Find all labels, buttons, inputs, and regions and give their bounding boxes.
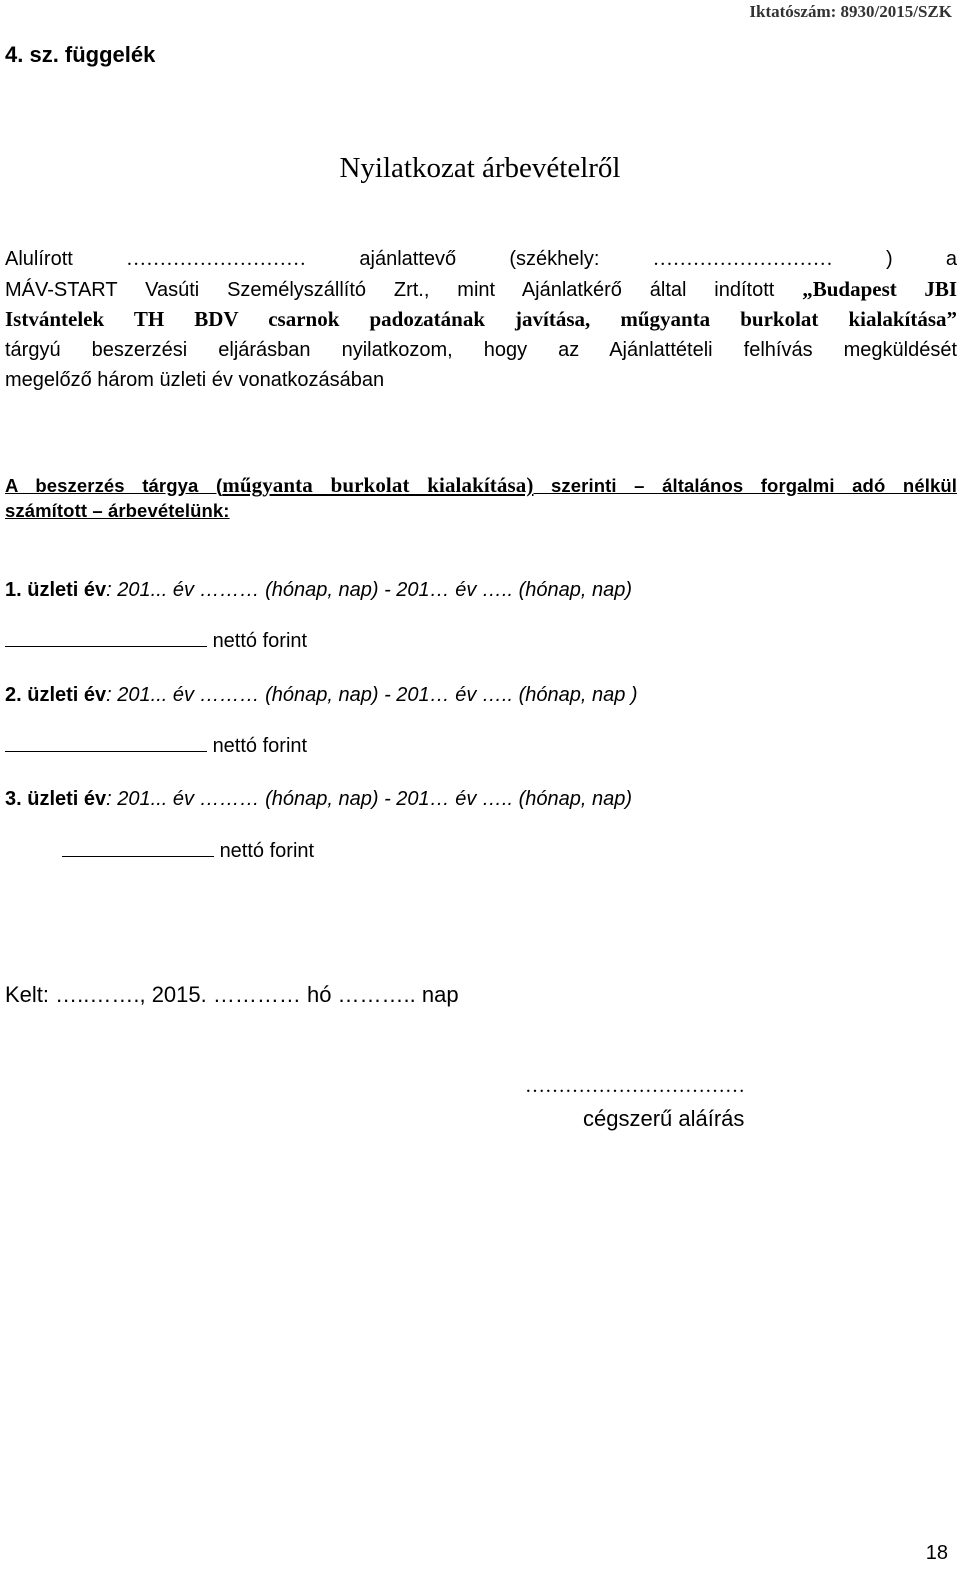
heading-part-1: A beszerzés tárgya ( (5, 475, 223, 496)
year-2-amount-blank[interactable] (5, 751, 207, 752)
year-2-net-label: nettó forint (212, 735, 308, 757)
year-1-amount-blank[interactable] (5, 646, 207, 647)
year-1-to: - 201… év ….. (hónap, nap) (384, 579, 633, 601)
name-dots: ……………………… (126, 248, 307, 270)
year-2-from: : 201... év ……… (hónap, nap) (106, 684, 379, 706)
statement-issuer: MÁV-START Vasúti Személyszállító Zrt., mint Ajánlatkérő által indított (5, 279, 775, 301)
year-1-period (5, 577, 632, 603)
signature-label: cégszerű aláírás (583, 1106, 745, 1131)
signature-line: …………………………… (525, 1075, 745, 1097)
heading-subject: műgyanta burkolat kialakítása) (222, 473, 534, 497)
page-title: Nyilatkozat árbevételről (339, 152, 621, 184)
statement-line-2 (5, 276, 957, 303)
project-title-start: „Budapest JBI (802, 277, 958, 301)
year-2-amount (5, 733, 307, 759)
registry-number: Iktatószám: 8930/2015/SZK (749, 2, 952, 21)
year-1-net-label: nettó forint (212, 630, 308, 652)
statement-close: ) a (885, 248, 958, 270)
revenue-heading-line-1 (5, 472, 957, 499)
year-3-period (5, 786, 632, 812)
statement-undersigned: Alulírott (5, 248, 73, 270)
appendix-label: 4. sz. függelék (5, 42, 156, 67)
year-3-from: : 201... év ……… (hónap, nap) (106, 788, 379, 810)
year-3-to: - 201… év ….. (hónap, nap) (384, 788, 633, 810)
statement-bidder: ajánlattevő (székhely: (359, 248, 600, 270)
year-3-amount (62, 838, 314, 864)
year-2-period (5, 682, 638, 708)
year-2-label: 2. üzleti év (5, 684, 107, 706)
project-title: Istvántelek TH BDV csarnok padozatának javítása, műgyanta burkolat kialakítása” (5, 307, 957, 331)
year-3-amount-blank[interactable] (62, 856, 214, 857)
page-number: 18 (925, 1542, 948, 1564)
year-1-from: : 201... év ……… (hónap, nap) (106, 579, 379, 601)
year-1-label: 1. üzleti év (5, 579, 107, 601)
revenue-heading-line-2: számított – árbevételünk: (5, 500, 230, 521)
statement-line-1 (5, 246, 957, 272)
year-3-net-label: nettó forint (219, 840, 315, 862)
year-1-amount (5, 628, 307, 654)
statement-line-4: tárgyú beszerzési eljárásban nyilatkozom, hogy az Ajánlattételi felhívás megküldését (5, 339, 957, 361)
heading-part-3: szerinti – általános forgalmi adó nélkül (533, 475, 957, 496)
year-2-to: - 201… év ….. (hónap, nap ) (384, 684, 638, 706)
place-and-date: Kelt: …..……., 2015. ………… hó ……….. nap (5, 982, 459, 1007)
seat-dots: ……………………… (652, 248, 833, 270)
statement-line-5: megelőző három üzleti év vonatkozásában (5, 369, 385, 391)
year-3-label: 3. üzleti év (5, 788, 107, 810)
